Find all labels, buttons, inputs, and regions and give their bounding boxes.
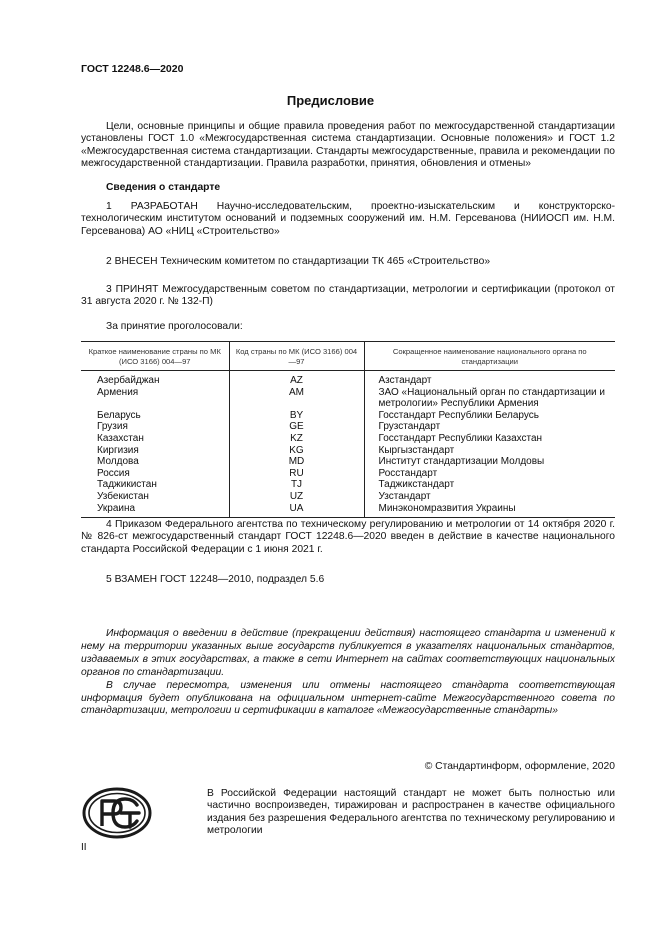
item-2-introduced-by: 2 ВНЕСЕН Техническим комитетом по стандартизации ТК 465 «Строительство» [106,256,491,267]
country-name-cell: Азербайджан [97,375,160,386]
document-code-header: ГОСТ 12248.6—2020 [81,63,184,75]
country-code-cell: TJ [229,479,364,491]
standards-body-cell: Росстандарт [364,468,615,480]
table-header-row [81,342,615,371]
rst-certification-mark-icon [81,786,153,840]
table-row [81,410,615,422]
standards-body-cell: Таджикстандарт [364,479,615,491]
table-row [81,503,615,518]
intro-paragraph: Цели, основные принципы и общие правила проведения работ по межгосударственной стандартизации установлены ГОСТ 1.0 «Межгосударственная система стандартизации. Основные положения» и ГОСТ 1.2 «Межгосударственная система стандартизации. Стандарты межгосударственные, правила и рекомендации по межгосударственной стандартизации. Правила разработки, принятия, обновления и отмены» [81,121,615,170]
info-notice-block [81,628,615,718]
country-code-cell: UZ [229,491,364,503]
info-notice-paragraph-1: Информация о введении в действие (прекращении действия) настоящего стандарта и изменений к нему на территории указанных выше государств публикуется в указателях национальных стандартов, издаваемых в этих государствах, а также в сети Интернет на сайтах соответствующих национальных органов по стандартизации. [81,628,615,678]
country-name-cell: Таджикистан [97,479,157,491]
standards-body-cell: Узстандарт [364,491,615,503]
standards-body-cell: Азстандарт [364,371,615,387]
table-row [81,491,615,503]
table-row [81,445,615,457]
item-4-enacted-by: 4 Приказом Федерального агентства по техническому регулированию и метрологии от 14 октября 2020 г. № 826-ст межгосударственный стандарт ГОСТ 12248.6—2020 введен в действие в качестве национального стандарта Российской Федерации с 1 июня 2021 г. [81,519,615,555]
country-name-cell: Россия [97,467,130,479]
country-code-cell: RU [229,468,364,480]
table-row [81,371,615,387]
column-header-code: Код страны по МК (ИСО 3166) 004—97 [229,342,364,371]
item-1-developed-by: 1 РАЗРАБОТАН Научно-исследовательским, проектно-изыскательским и конструкторско-технологическим институтом оснований и подземных сооружений им. Н.М. Герсеванова (НИИОСП им. Н.М. Герсеванова) АО «НИЦ «Строительство» [81,201,615,237]
info-heading: Сведения о стандарте [106,182,221,193]
standards-body-cell: Кыргызстандарт [364,445,615,457]
standards-body-cell: Институт стандартизации Молдовы [364,456,615,468]
country-code-cell: KZ [229,433,364,445]
item-3-adopted-by: 3 ПРИНЯТ Межгосударственным советом по стандартизации, метрологии и сертификации (протокол от 31 августа 2020 г. № 132-П) [81,284,615,308]
country-name-cell: Беларусь [97,409,141,421]
country-name-cell: Армения [97,386,139,398]
country-name-cell: Молдова [97,456,139,468]
page-title: Предисловие [286,93,375,108]
country-code-cell: GE [229,421,364,433]
table-row [81,468,615,480]
table-row [81,387,615,410]
country-code-cell: KG [229,445,364,457]
voting-countries-table [81,341,615,518]
country-code-cell: BY [229,410,364,422]
country-name-cell: Киргизия [97,444,139,456]
country-code-cell: AZ [229,371,364,387]
column-header-body: Сокращенное наименование национального органа по стандартизации [364,342,615,371]
standards-body-cell: Минэкономразвития Украины [364,503,615,518]
country-name-cell: Украина [81,503,229,518]
table-row [81,479,615,491]
info-notice-paragraph-2: В случае пересмотра, изменения или отмены настоящего стандарта соответствующая информация будет опубликована на официальном интернет-сайте Межгосударственного совета по стандартизации, метрологии и сертификации в каталоге «Межгосударственные стандарты» [81,679,615,717]
copyright-line: © Стандартинформ, оформление, 2020 [424,761,615,772]
country-name-cell: Казахстан [97,432,144,444]
standards-body-cell: Госстандарт Республики Беларусь [364,410,615,422]
page-number: II [81,842,87,853]
copyright-notice: В Российской Федерации настоящий стандарт не может быть полностью или частично воспроизведен, тиражирован и распространен в качестве официального издания без разрешения Федерального агентства по техническому регулированию и метрологии [207,788,615,837]
column-header-country: Краткое наименование страны по МК (ИСО 3166) 004—97 [81,342,229,371]
standards-body-cell: ЗАО «Национальный орган по стандартизации и метрологии» Республики Армения [364,387,615,410]
country-code-cell: UA [229,503,364,518]
country-code-cell: AM [229,387,364,410]
item-5-replaces: 5 ВЗАМЕН ГОСТ 12248—2010, подраздел 5.6 [106,574,325,585]
country-code-cell: MD [229,456,364,468]
standards-body-cell: Госстандарт Республики Казахстан [364,433,615,445]
table-row [81,433,615,445]
voted-label: За принятие проголосовали: [106,321,243,332]
standards-body-cell: Грузстандарт [364,421,615,433]
table-row [81,421,615,433]
country-name-cell: Узбекистан [97,490,149,502]
country-name-cell: Грузия [97,421,128,433]
table-row [81,456,615,468]
